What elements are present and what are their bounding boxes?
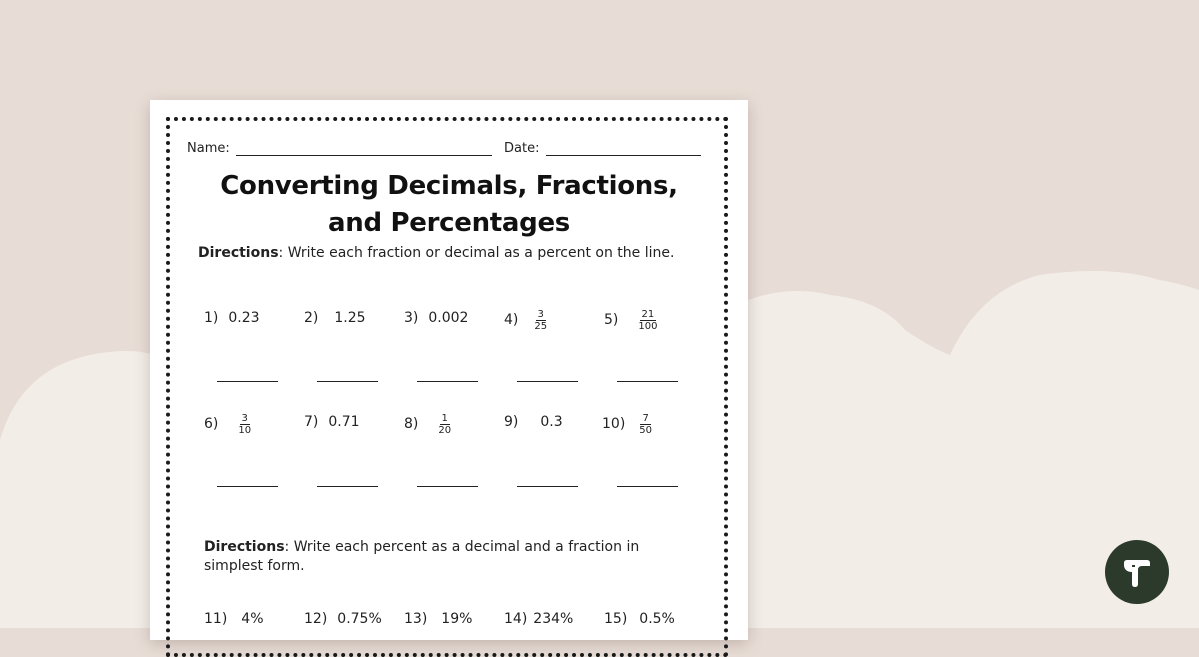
date-label: Date: — [504, 141, 540, 156]
question-3: 3) 0.002 — [404, 310, 469, 326]
question-14: 14) 234% — [504, 611, 574, 627]
question-12: 12) 0.75% — [304, 611, 382, 627]
question-1: 1) 0.23 — [204, 310, 260, 326]
logo-glyph-icon — [1118, 553, 1156, 591]
question-15: 15) 0.5% — [604, 611, 675, 627]
name-line[interactable] — [236, 155, 492, 156]
teach-starter-logo-icon[interactable] — [1105, 540, 1169, 604]
question-13: 13) 19% — [404, 611, 473, 627]
directions-2-text-1: : Write each percent as a decimal and a fraction in — [284, 539, 640, 555]
answer-line-3[interactable] — [417, 381, 478, 382]
directions-1-text: : Write each fraction or decimal as a percent on the line. — [278, 245, 675, 261]
title-line-2: and Percentages — [328, 208, 570, 238]
fraction: $\frac{3}{10}$ — [238, 412, 252, 436]
question-10: 10) $\frac{7}{50}$ — [602, 412, 653, 436]
question-4: 4) $\frac{3}{25}$ — [504, 308, 548, 332]
directions-1-bold: Directions — [198, 245, 279, 261]
page-title — [150, 168, 748, 242]
question-2: 2) 1.25 — [304, 310, 366, 326]
question-8: 8) $\frac{1}{20}$ — [404, 412, 452, 436]
fraction: $\frac{1}{20}$ — [438, 412, 452, 436]
date-field[interactable] — [504, 141, 701, 156]
answer-line-5[interactable] — [617, 381, 678, 382]
question-5: 5) $\frac{21}{100}$ — [604, 308, 658, 332]
question-9: 9) 0.3 — [504, 414, 563, 430]
question-6: 6) $\frac{3}{10}$ — [204, 412, 252, 436]
question-11: 11) 4% — [204, 611, 264, 627]
answer-line-4[interactable] — [517, 381, 578, 382]
answer-line-1[interactable] — [217, 381, 278, 382]
answer-line-6[interactable] — [217, 486, 278, 487]
answer-line-2[interactable] — [317, 381, 378, 382]
fraction: $\frac{21}{100}$ — [638, 308, 658, 332]
name-field[interactable] — [187, 141, 492, 156]
directions-2 — [204, 538, 639, 576]
question-7: 7) 0.71 — [304, 414, 360, 430]
fraction: $\frac{7}{50}$ — [639, 412, 653, 436]
directions-2-bold: Directions — [204, 539, 285, 555]
date-line[interactable] — [546, 155, 701, 156]
title-line-1: Converting Decimals, Fractions, — [220, 171, 678, 201]
worksheet-page — [150, 100, 748, 640]
directions-1 — [198, 244, 674, 263]
answer-line-7[interactable] — [317, 486, 378, 487]
answer-line-9[interactable] — [517, 486, 578, 487]
fraction: $\frac{3}{25}$ — [534, 308, 548, 332]
answer-line-8[interactable] — [417, 486, 478, 487]
directions-2-text-2: simplest form. — [204, 558, 305, 574]
name-label: Name: — [187, 141, 230, 156]
answer-line-10[interactable] — [617, 486, 678, 487]
